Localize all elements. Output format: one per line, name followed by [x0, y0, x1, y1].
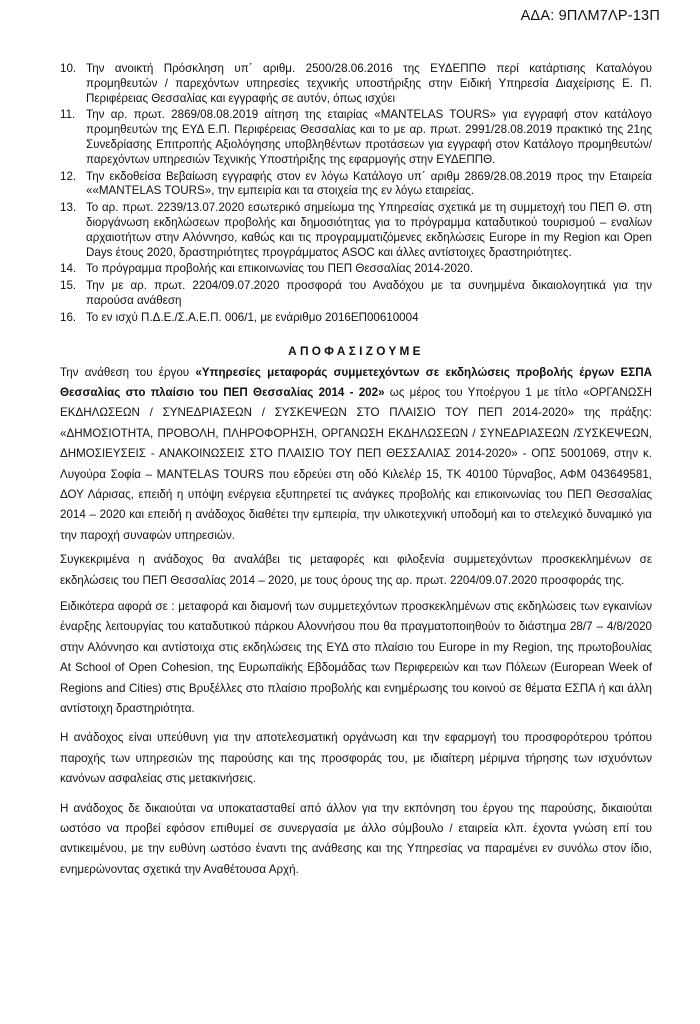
document-page [60, 62, 652, 884]
item-number: 12. [60, 169, 77, 183]
item-number: 16. [60, 310, 77, 324]
item-text: Την αρ. πρωτ. 2869/08.08.2019 αίτηση της εταιρίας «MANTELAS TOURS» για εγγραφή στον κατάλογο προμηθευτών της ΕΥΔ Ε.Π. Περιφέρειας Θεσσαλίας και το με αρ. πρωτ. 2991/28.08.2019 πρακτικό της 21ης Συνεδρίασης Επιτροπής Αξιολόγησης υποβληθέντων προτάσεων για εγγραφή στον Κατάλογο προμηθευτών/παρεχόντων υπηρεσιών Τεχνικής Υποστήριξης της εφαρμογής στην ΕΥΔΕΠΠΘ. [86, 108, 652, 166]
item-number: 15. [60, 279, 77, 293]
decision-heading: ΑΠΟΦΑΣΙΖΟΥΜΕ [288, 343, 424, 358]
list-item [60, 311, 652, 326]
paragraph-text: ως μέρος του Υποέργου 1 με τίτλο «ΟΡΓΑΝΩΣΗ ΕΚΔΗΛΩΣΕΩΝ / ΣΥΝΕΔΡΙΑΣΕΩΝ / ΣΥΣΚΕΨΕΩΝ ΣΤΟ ΠΛΑΙΣΙΟ ΤΟΥ ΠΕΠ 2014-2020» της πράξης: «ΔΗΜΟΣΙΟΤΗΤΑ, ΠΡΟΒΟΛΗ, ΠΛΗΡΟΦΟΡΗΣΗ, ΟΡΓΑΝΩΣΗ ΕΚΔΗΛΩΣΕΩΝ / ΣΥΝΕΔΡΙΑΣΕΩΝ /ΣΥΣΚΕΨΕΩΝ, ΔΗΜΟΣΙΕΥΣΕΙΣ - ΑΝΑΚΟΙΝΩΣΕΙΣ ΣΤΟ ΠΛΑΙΣΙΟ ΤΟΥ ΠΕΠ ΘΕΣΣΑΛΙΑΣ 2014-2020» - ΟΠΣ 5001069, στην κ. Λυγούρα Σοφία – MANTELAS TOURS που εδρεύει στη οδό Κιλελέρ 15, ΤΚ 40100 Τύρναβος, ΑΦΜ 043649581, ΔΟΥ Λάρισας, επειδή η υπόψη ενέργεια εξυπηρετεί τις ανάγκες προβολής και επικοινωνίας του ΠΕΠ Θεσσαλίας 2014 – 2020 και επειδή η ανάδοχος διαθέτει την εμπειρία, την υλικοτεχνική υποδομή και το στελεχικό δυναμικό για την παροχή συναφών υπηρεσιών. [60, 385, 652, 542]
item-number: 11. [60, 108, 76, 122]
item-text: Το αρ. πρωτ. 2239/13.07.2020 εσωτερικό σημείωμα της Υπηρεσίας σχετικά με τη συμμετοχή του ΠΕΠ Θ. στη διοργάνωση εκδηλώσεων προβολής και δημοσιότητας για το πρόγραμμα καταδυτικού τουρισμού – εναλίων αρχαιοτήτων στην Αλόννησο, καθώς και τις προγραμματιζόμενες εκδηλώσεις Europe in my Region και Open Days έτους 2020, δραστηριότητες προγράμματος ASOC και άλλες αντίστοιχες δραστηριότητες. [86, 201, 652, 259]
list-item [60, 201, 652, 260]
considerations-list [60, 62, 652, 326]
list-item [60, 262, 652, 277]
details-paragraph: Ειδικότερα αφορά σε : μεταφορά και διαμονή των συμμετεχόντων προσκεκλημένων στις εκδηλώσεις των εγκαινίων έναρξης λειτουργίας του καταδυτικού πάρκου Αλοννήσου που θα πραγματοποιηθούν το διάστημα 28/7 – 4/8/2020 στην Αλόννησο και αντίστοιχα στις εκδηλώσεις της ΕΥΔ στο πλαίσιο του Europe in my Region, της πρωτοβουλίας At School of Open Cohesion, της Ευρωπαϊκής Εβδομάδας των Περιφερειών και των Πόλεων (European Week of Regions and Cities) στις Βρυξέλλες στο πλαίσιο προβολής και ενημέρωσης του κοινού σε θέματα ΕΣΠΑ ή και άλλη αντίστοιχη δραστηριότητα. [60, 600, 652, 716]
list-item [60, 279, 652, 309]
ada-code: ΑΔΑ: 9ΠΛΜ7ΛΡ-13Π [520, 8, 660, 24]
item-text: Το εν ισχύ Π.Δ.Ε./Σ.Α.Ε.Π. 006/1, με ενάριθμο 2016ΕΠ00610004 [86, 310, 419, 324]
scope-paragraph: Συγκεκριμένα η ανάδοχος θα αναλάβει τις μεταφορές και φιλοξενία συμμετεχόντων προσκεκλημένων σε εκδηλώσεις του ΠΕΠ Θεσσαλίας 2014 – 2020, με τους όρους της αρ. πρωτ. 2204/09.07.2020 προσφοράς της. [60, 553, 652, 587]
item-text: Την ανοικτή Πρόσκληση υπ΄ αριθμ. 2500/28.06.2016 της ΕΥΔΕΠΠΘ περί κατάρτισης Καταλόγου προμηθευτών / παρεχόντων υπηρεσίες τεχνικής υποστήριξης στην Ειδική Υπηρεσία Διαχείρισης Ε. Π. Περιφέρειας Θεσσαλίας και εγγραφής σε αυτόν, όπως ισχύει [86, 62, 652, 105]
list-item [60, 170, 652, 200]
decision-paragraph [60, 363, 652, 547]
item-text: Την εκδοθείσα Βεβαίωση εγγραφής στον εν λόγω Κατάλογο υπ΄ αριθμ 2869/28.08.2019 προς την Εταιρεία ««MANTELAS TOURS», την εμπειρία και τα στοιχεία της εν λόγω εταιρείας. [86, 169, 652, 198]
project-title: «Υπηρεσίες μεταφοράς συμμετεχόντων σε εκδηλώσεις προβολής έργων ΕΣΠΑ Θεσσαλίας στο πλαίσιο του ΠΕΠ Θεσσαλίας 2014 - 202» [60, 365, 652, 399]
item-number: 14. [60, 262, 77, 276]
subcontracting-paragraph: Η ανάδοχος δε δικαιούται να υποκατασταθεί από άλλον για την εκπόνηση του έργου της παρούσης, δικαιούται ωστόσο να προβεί εφόσον επιθυμεί σε συνεργασία με άλλο σύμβουλο / εταιρεία κλπ. έχοντα γνώση επί του αντικειμένου, με την ευθύνη ωστόσο έναντι της ανάθεσης και της Υπηρεσίας να παραμένει εν συνόλω στον ίδιο, ενημερώνοντας σχετικά την Αναθέτουσα Αρχή. [60, 801, 652, 876]
list-item [60, 62, 652, 106]
responsibility-paragraph: Η ανάδοχος είναι υπεύθυνη για την αποτελεσματική οργάνωση και την εφαρμογή του προσφορότερου τρόπου παροχής των υπηρεσιών της παρούσης και της προσφοράς του, με ιδιαίτερη μέριμνα τήρησης των ισχυόντων κανόνων ασφαλείας στις μετακινήσεις. [60, 731, 652, 786]
item-text: Την με αρ. πρωτ. 2204/09.07.2020 προσφορά του Αναδόχου με τα συνημμένα δικαιολογητικά για την παρούσα ανάθεση [86, 279, 652, 307]
list-item [60, 108, 652, 167]
paragraph-text: Την ανάθεση του έργου [60, 365, 196, 379]
item-number: 13. [60, 201, 77, 215]
item-text: Το πρόγραμμα προβολής και επικοινωνίας του ΠΕΠ Θεσσαλίας 2014-2020. [86, 262, 474, 276]
item-number: 10. [60, 62, 77, 75]
